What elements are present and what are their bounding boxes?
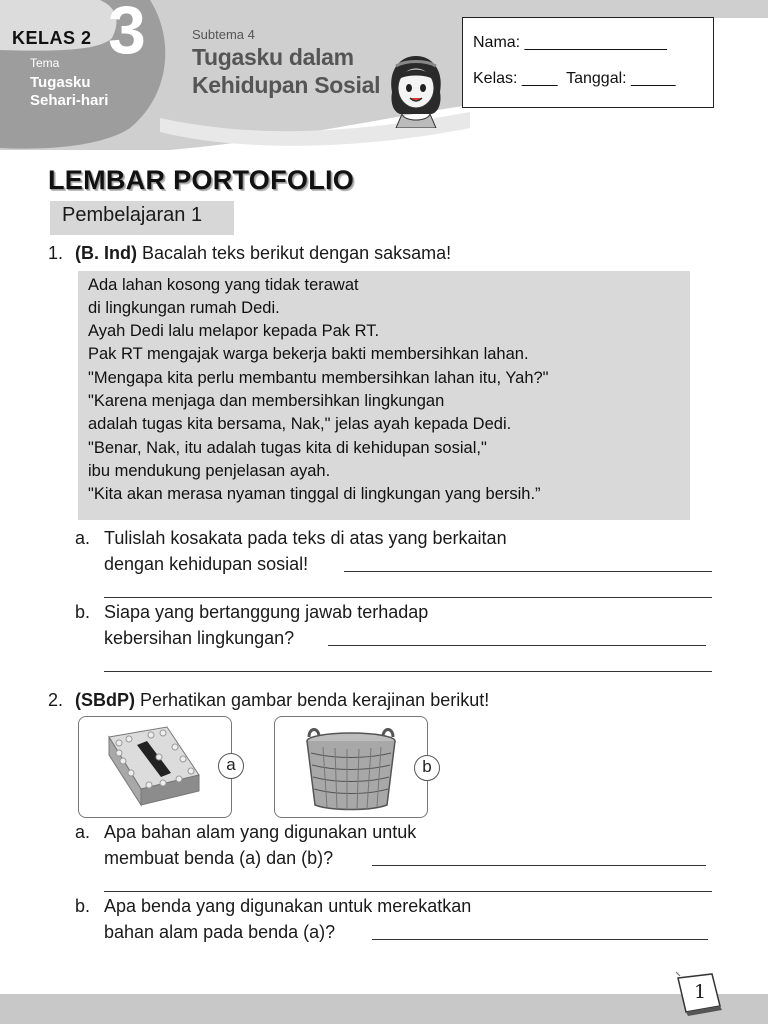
passage-line: adalah tugas kita bersama, Nak," jelas ayah kepada Dedi.: [88, 415, 512, 433]
q2-number: 2.: [48, 690, 64, 710]
theme-label: Tema: [30, 56, 60, 70]
theme-title-line2: Sehari-hari: [30, 92, 109, 109]
class-label: KELAS 2: [12, 28, 92, 48]
q2b-line2: bahan alam pada benda (a)?: [104, 922, 336, 942]
name-field[interactable]: Nama: ________________: [473, 34, 667, 51]
q1b-answer-line-2[interactable]: [104, 671, 712, 672]
q1b-line1: Siapa yang bertanggung jawab terhadap: [104, 602, 429, 622]
passage-line: Pak RT mengajak warga bekerja bakti membersihkan lahan.: [88, 345, 529, 363]
q1a-line1: Tulislah kosakata pada teks di atas yang berkaitan: [104, 528, 507, 548]
passage-line: "Karena menjaga dan membersihkan lingkungan: [88, 392, 445, 410]
q1a-letter: a.: [75, 528, 91, 548]
q2a-answer-line-1[interactable]: [372, 865, 706, 866]
q1-number: 1.: [48, 243, 64, 263]
passage-line: ibu mendukung penjelasan ayah.: [88, 462, 331, 480]
page-title: LEMBAR PORTOFOLIO: [48, 165, 355, 195]
q1b-line2: kebersihan lingkungan?: [104, 628, 295, 648]
passage-line: "Kita akan merasa nyaman tinggal di lingkungan yang bersih.”: [88, 485, 541, 503]
q1b-answer-line-1[interactable]: [328, 645, 706, 646]
passage-line: Ayah Dedi lalu melapor kepada Pak RT.: [88, 322, 380, 340]
reading-passage: [78, 271, 690, 520]
q1a-answer-line-1[interactable]: [344, 571, 712, 572]
q1a-line2: dengan kehidupan sosial!: [104, 554, 309, 574]
subtheme-title-line2: Kehidupan Sosial: [192, 72, 381, 98]
passage-line: "Mengapa kita perlu membantu membersihkan lahan itu, Yah?": [88, 369, 549, 387]
theme-title-line1: Tugasku: [30, 74, 91, 91]
label-b-badge: b: [414, 755, 440, 781]
q1-subject: (B. Ind): [75, 243, 137, 263]
q1b-letter: b.: [75, 602, 91, 622]
craft-image-b: [274, 716, 428, 818]
theme-number: 3: [108, 0, 146, 68]
lesson-label: Pembelajaran 1: [50, 201, 234, 235]
q2a-letter: a.: [75, 822, 91, 842]
q2a-line1: Apa bahan alam yang digunakan untuk: [104, 822, 417, 842]
passage-line: di lingkungan rumah Dedi.: [88, 299, 280, 317]
passage-line: Ada lahan kosong yang tidak terawat: [88, 276, 359, 294]
q2a-line2: membuat benda (a) dan (b)?: [104, 848, 334, 868]
q2b-answer-line-1[interactable]: [372, 939, 708, 940]
q2b-letter: b.: [75, 896, 91, 916]
tissue-box-picture: [79, 717, 231, 817]
passage-line: "Benar, Nak, itu adalah tugas kita di kehidupan sosial,": [88, 439, 487, 457]
q1a-answer-line-2[interactable]: [104, 597, 712, 598]
student-info-box: [462, 17, 714, 108]
q2-subject: (SBdP): [75, 690, 135, 710]
footer-bar: [0, 994, 768, 1024]
q2b-line1: Apa benda yang digunakan untuk merekatkan: [104, 896, 472, 916]
q2-prompt: [75, 690, 489, 711]
subtheme-label: Subtema 4: [192, 27, 255, 42]
q2-instruction: Perhatikan gambar benda kerajinan berikut!: [135, 690, 490, 710]
girl-illustration: [384, 52, 448, 128]
woven-basket-picture: [275, 717, 427, 817]
craft-image-a: [78, 716, 232, 818]
q1-instruction: Bacalah teks berikut dengan saksama!: [136, 243, 452, 263]
q2a-answer-line-2[interactable]: [104, 891, 712, 892]
subtheme-title-line1: Tugasku dalam: [192, 44, 354, 70]
class-date-field[interactable]: Kelas: ____ Tanggal: _____: [473, 70, 676, 87]
page-number: 1: [694, 981, 707, 1003]
q1-prompt: [75, 243, 451, 264]
label-a-badge: a: [218, 753, 244, 779]
